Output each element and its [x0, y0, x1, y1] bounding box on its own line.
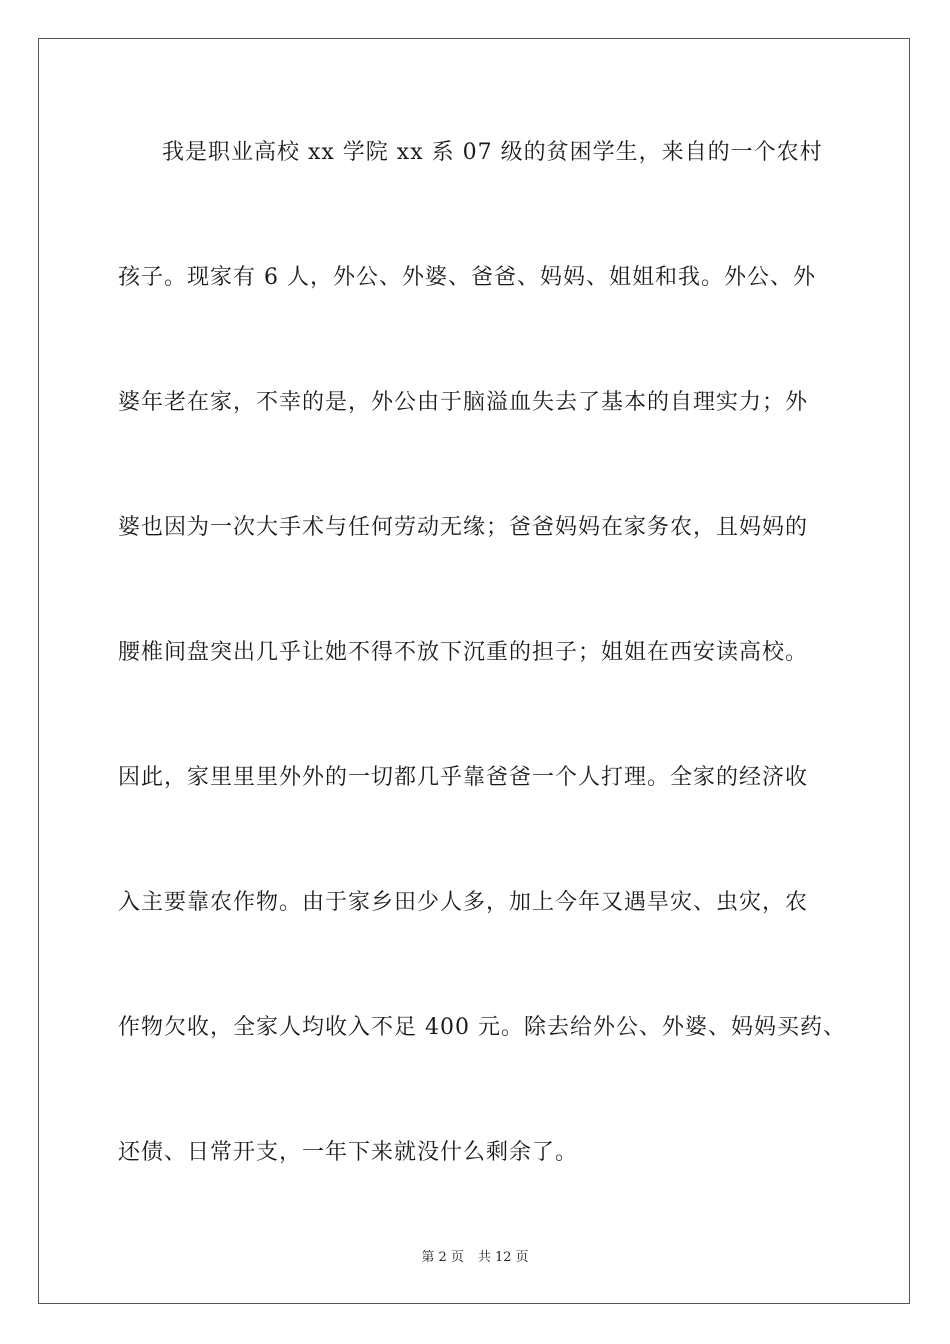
paragraph-line-7: 入主要靠农作物。由于家乡田少人多，加上今年又遇旱灾、虫灾，农 — [118, 890, 809, 915]
paragraph-line-9: 还债、日常开支，一年下来就没什么剩余了。 — [118, 1140, 579, 1165]
paragraph-line-5: 腰椎间盘突出几乎让她不得不放下沉重的担子；姐姐在西安读高校。 — [118, 640, 809, 665]
paragraph-line-3: 婆年老在家，不幸的是，外公由于脑溢血失去了基本的自理实力；外 — [118, 390, 809, 415]
page-border — [38, 38, 910, 1304]
paragraph-line-2: 孩子。现家有 6 人，外公、外婆、爸爸、妈妈、姐姐和我。外公、外 — [118, 265, 816, 290]
page-number-total: 共 12 页 — [477, 1250, 529, 1265]
paragraph-line-6: 因此，家里里里外外的一切都几乎靠爸爸一个人打理。全家的经济收 — [118, 765, 809, 790]
paragraph-line-4: 婆也因为一次大手术与任何劳动无缘；爸爸妈妈在家务农，且妈妈的 — [118, 515, 809, 540]
page-number-current: 第 2 页 — [421, 1250, 464, 1265]
page-footer — [0, 1246, 950, 1265]
paragraph-line-1: 我是职业高校 xx 学院 xx 系 07 级的贫困学生，来自的一个农村 — [162, 140, 823, 165]
paragraph-line-8: 作物欠收，全家人均收入不足 400 元。除去给外公、外婆、妈妈买药、 — [118, 1015, 846, 1040]
